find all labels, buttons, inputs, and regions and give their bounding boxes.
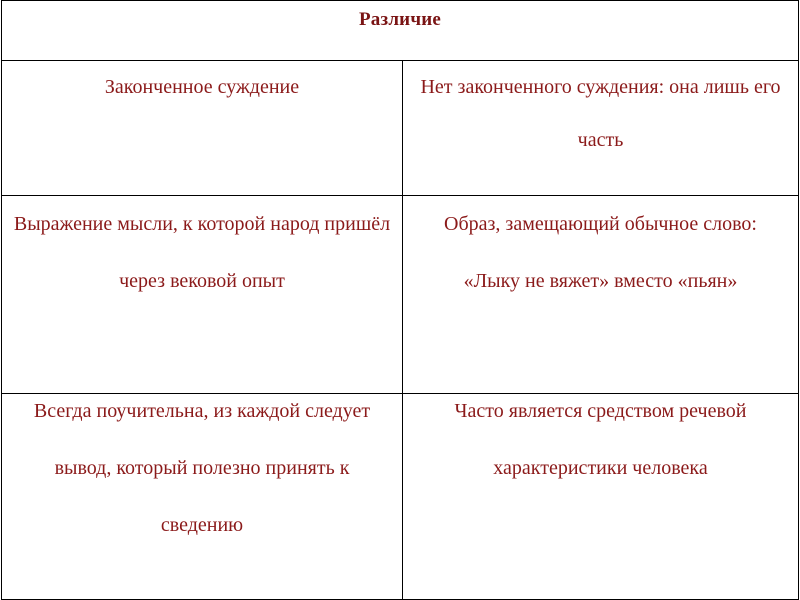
cell-text: Всегда поучительна, из каждой следует вывод, который полезно принять к сведению bbox=[33, 400, 371, 536]
table-cell-left bbox=[2, 61, 403, 196]
table-title: Различие bbox=[358, 9, 442, 30]
comparison-table bbox=[1, 0, 799, 600]
cell-text: Выражение мысли, к которой народ пришёл через вековой опыт bbox=[13, 213, 391, 292]
cell-text: Часто является средством речевой характеристики человека bbox=[454, 400, 747, 479]
table-cell-right bbox=[403, 61, 799, 196]
table-row bbox=[2, 394, 799, 600]
cell-text: Образ, замещающий обычное слово: «Лыку не вяжет» вместо «пьян» bbox=[444, 213, 757, 292]
table-cell-right bbox=[403, 196, 799, 394]
table-row bbox=[2, 61, 799, 196]
cell-text: Законченное суждение bbox=[104, 76, 300, 98]
cell-text: Нет законченного суждения: она лишь его часть bbox=[420, 76, 781, 151]
table-cell-right bbox=[403, 394, 799, 600]
table-header-cell bbox=[2, 1, 799, 61]
table-header-row bbox=[2, 1, 799, 61]
table-row bbox=[2, 196, 799, 394]
table-cell-left bbox=[2, 394, 403, 600]
table-cell-left bbox=[2, 196, 403, 394]
